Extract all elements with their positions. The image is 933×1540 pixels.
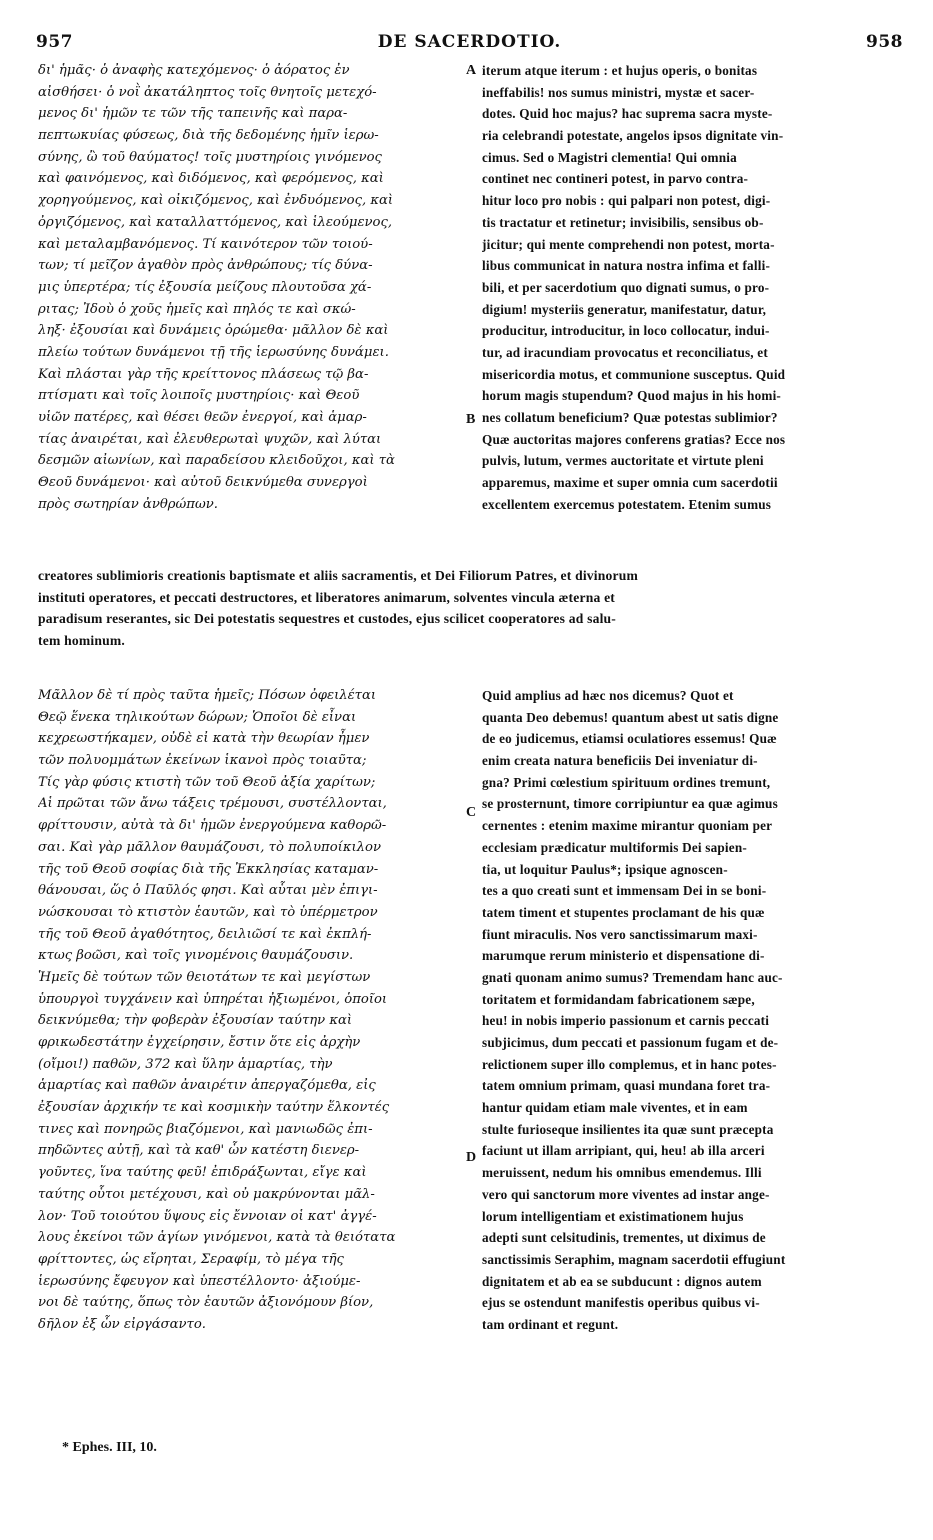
text-line: marumque rerum ministerio et dispensatione di-: [482, 948, 765, 964]
text-line: των; τί μεῖζον ἀγαθὸν πρὸς ἀνθρώπους; τίς δύνα-: [38, 258, 373, 274]
text-line: horum magis stupendum? Quod majus in his homi-: [482, 388, 782, 404]
text-line: creatores sublimioris creationis baptismate et aliis sacramentis, et Dei Filiorum Patres, et divinorum: [38, 568, 639, 583]
text-line: Quid amplius ad hæc nos dicemus? Quot et: [482, 688, 734, 703]
text-line: digium! mysteriis generatur, manifestatur, datur,: [482, 301, 767, 317]
text-line: ὀργιζόμενος, καὶ καταλλαττόμενος, καὶ ἱλεούμενος,: [38, 214, 393, 230]
page-number-right: 958: [866, 32, 903, 52]
text-line: apparemus, maxime et super omnia cum sacerdotii: [482, 475, 778, 491]
text-line: tem hominum.: [38, 633, 125, 649]
text-line: πτίσματι καὶ τοῖς λοιποῖς μυστηρίοις· καὶ Θεοῦ: [38, 388, 360, 404]
section-marker-d: D: [466, 1150, 477, 1165]
text-line: toritatem et formidandam fabricationem sæpe,: [482, 991, 755, 1007]
text-line: κτως βοῶσι, καὶ τοῖς γινομένοις θαυμάζουσιν.: [38, 948, 354, 964]
text-line: tes a quo creati sunt et immensam Dei in se boni-: [482, 883, 767, 899]
text-line: τῶν πολυομμάτων ἐκείνων ἱκανοὶ πρὸς τοιαῦτα;: [38, 753, 367, 769]
text-line: χορηγούμενος, καὶ οἰκιζόμενος, καὶ ἐνδυόμενος, καὶ: [38, 193, 394, 209]
text-line: πρὸς σωτηρίαν ἀνθρώπων.: [38, 496, 218, 512]
text-line: λους ἐκείνοι τῶν ἁγίων γινόμενοι, κατὰ τὰ θειότατα: [38, 1230, 396, 1246]
text-line: μις ὑπερτέρα; τίς ἐξουσία μείζους πλουτοῦσα χά-: [38, 279, 372, 295]
text-line: jicitur; qui mente comprehendi non potest, morta-: [482, 236, 775, 252]
text-line: hitur loco pro nobis : qui palpari non potest, digi-: [482, 193, 771, 209]
text-line: καὶ φαινόμενος, καὶ διδόμενος, καὶ φερόμενος, καὶ: [38, 171, 384, 187]
text-line: Ἡμεῖς δὲ τούτων τῶν θειοτάτων τε καὶ μεγίστων: [38, 969, 371, 985]
page-header: [36, 32, 903, 62]
text-line: dignitatem et ab ea se subducunt : dignos autem: [482, 1273, 762, 1289]
text-line: τίας ἀναιρέται, καὶ ἐλευθερωταὶ ψυχῶν, καὶ λύται: [38, 431, 382, 447]
text-line: de eo judicemus, etiamsi oculatiores essemus! Quæ: [482, 731, 777, 747]
text-line: ληξ· ἐξουσίαι καὶ δυνάμεις ὁρώμεθα· μᾶλλον δὲ καὶ: [38, 323, 389, 339]
text-line: ριτας; Ἰδοὺ ὁ χοῦς ἡμεῖς καὶ πηλός τε καὶ σκώ-: [38, 301, 356, 317]
text-line: κεχρεωστήκαμεν, οὐδὲ εἰ κατὰ τὴν θεωρίαν ἦμεν: [38, 731, 370, 747]
text-line: tis tractatur et retinetur; invisibilis, sensibus ob-: [482, 214, 764, 230]
text-line: ἱερωσύνης ἔφευγον καὶ ὑπεστέλλοντο· ἀξιούμε-: [38, 1273, 361, 1289]
text-line: subjicimus, dum peccati et passionum fugam et de-: [482, 1035, 779, 1050]
text-line: fiunt miraculis. Nos vero sanctissimarum maxi-: [482, 926, 758, 942]
text-line: ejus se ostendunt manifestis operibus quibus vi-: [482, 1295, 760, 1311]
text-line: nes collatum beneficium? Quæ potestas sublimior?: [482, 410, 778, 425]
latin-column-top: [482, 60, 894, 515]
text-line: faciunt ut illam arripiant, qui, heu! ab illa arceri: [482, 1143, 765, 1159]
text-line: ecclesiam prædicatur multiformis Dei sapien-: [482, 839, 747, 855]
greek-column-top: [38, 60, 463, 515]
text-line: ὑπουργοὶ τυγχάνειν καὶ ὑπηρέται ἠξιωμένοι, ὁποῖοι: [38, 991, 388, 1007]
text-line: continet nec contineri potest, in parvo contra-: [482, 171, 749, 187]
text-line: Θεῷ ἕνεκα τηλικούτων δώρων; Ὁποῖοι δὲ εἶναι: [38, 709, 357, 725]
latin-column-bottom: [482, 685, 894, 1336]
text-line: αἰσθήσει· ὁ νοῒ ἀκατάληπτος τοῖς θνητοῖς μετεχό-: [38, 84, 377, 100]
greek-column-bottom: [38, 685, 463, 1336]
text-line: enim creata natura beneficiis Dei inveniatur di-: [482, 753, 758, 769]
text-line: misericordia motus, et communione susceptus. Quid: [482, 366, 786, 382]
text-line: τινες καὶ πονηρῶς βιαζόμενοι, καὶ μανιωδῶς ἐπι-: [38, 1121, 373, 1137]
text-line: sanctissimis Seraphim, magnam sacerdotii effugiunt: [482, 1251, 786, 1267]
text-line: paradisum reserantes, sic Dei potestatis sequestres et custodes, ejus scilicet cooperatores ad salu-: [38, 611, 617, 627]
text-line: Μᾶλλον δὲ τί πρὸς ταῦτα ἡμεῖς; Πόσων ὀφειλέται: [38, 688, 377, 703]
text-line: relictionem super illo complemus, et in hanc potes-: [482, 1056, 777, 1072]
running-title: DE SACERDOTIO.: [377, 32, 562, 52]
text-line: νώσκουσαι τὸ κτιστὸν ἑαυτῶν, καὶ τὸ ὑπέρμετρον: [38, 904, 378, 920]
text-line: quanta Deo debemus! quantum abest ut satis digne: [482, 709, 779, 725]
text-line: μενος δι' ἡμῶν τε τῶν τῆς ταπεινῆς καὶ παρα-: [38, 106, 348, 122]
text-line: lorum intelligentiam et existimationem hujus: [482, 1208, 744, 1224]
text-line: vero qui sanctorum more viventes ad instar ange-: [482, 1186, 770, 1202]
text-line: φρίττουσιν, αὐτὰ τὰ δι' ἡμῶν ἐνεργούμενα καθορῶ-: [38, 818, 387, 834]
text-line: πεπτωκυίας φύσεως, διὰ τῆς δεδομένης ἡμῖν ἱερω-: [38, 128, 379, 144]
text-line: gna? Primi cœlestium spirituum ordines tremunt,: [482, 774, 771, 790]
text-line: δεικνύμεθα; τὴν φοβερὰν ἐξουσίαν ταύτην καὶ: [38, 1013, 353, 1029]
section-marker-b: B: [466, 412, 476, 427]
text-line: cernentes : etenim maxime mirantur quoniam per: [482, 818, 773, 834]
text-line: τῆς τοῦ Θεοῦ ἀγαθότητος, δειλιῶσί τε καὶ ἐκπλή-: [38, 926, 372, 942]
text-line: instituti operatores, et peccati destructores, et liberatores animarum, solventes vincula æterna et: [38, 589, 616, 605]
page-number-left: 957: [36, 32, 73, 52]
text-line: Αἱ πρῶται τῶν ἄνω τάξεις τρέμουσι, συστέλλονται,: [38, 796, 387, 812]
text-line: νοι δὲ ταύτης, ὅπως τὸν ἑαυτῶν ἀξιονόμουν βίον,: [38, 1295, 374, 1311]
text-line: σαι. Καὶ γὰρ μᾶλλον θαυμάζουσι, τὸ πολυποίκιλον: [38, 839, 381, 855]
text-line: ἁμαρτίας καὶ παθῶν ἀναιρέτιν ἀπεργαζόμεθα, εἰς: [38, 1078, 376, 1094]
text-line: iterum atque iterum : et hujus operis, o bonitas: [482, 63, 758, 78]
section-marker-c: C: [466, 805, 477, 820]
text-line: ria celebrandi potestate, angelos ipsos dignitate vin-: [482, 128, 784, 144]
text-line: φρικωδεστάτην ἐγχείρησιν, ἔστιν ὅτε εἰς ἀρχὴν: [38, 1035, 361, 1050]
text-line: Καὶ πλάσται γὰρ τῆς κρείττονος πλάσεως τῷ βα-: [38, 366, 369, 382]
text-line: λον· Τοῦ τοιούτου ὕψους εἰς ἔννοιαν οἱ κατ' ἀγγέ-: [38, 1208, 377, 1224]
text-line: γοῦντες, ἵνα ταύτης φεῦ! ἐπιδράξωνται, εἴγε καὶ: [38, 1165, 367, 1181]
text-line: meruissent, nedum his omnibus emendemus. Illi: [482, 1165, 762, 1181]
text-line: gnati quonam animo sumus? Tremendam hanc auc-: [482, 969, 783, 985]
text-line: Quæ auctoritas majores conferens gratias? Ecce nos: [482, 431, 786, 447]
latin-full-width-paragraph: [38, 565, 894, 652]
footnote: * Ephes. III, 10.: [62, 1440, 157, 1455]
text-line: δεσμῶν αἰωνίων, καὶ παραδείσου κλειδοῦχοι, καὶ τὰ: [38, 453, 395, 469]
text-line: tatem timent et stupentes proclamant de his quæ: [482, 904, 765, 920]
text-line: dotes. Quid hoc majus? hac suprema sacra myste-: [482, 106, 773, 122]
text-line: σύνης, ὢ τοῦ θαύματος! τοῖς μυστηρίοις γινόμενος: [38, 149, 382, 165]
text-line: δι' ἡμᾶς· ὁ ἀναφὴς κατεχόμενος· ὁ ἀόρατος ἐν: [38, 63, 350, 78]
text-line: ταύτης οὗτοι μετέχουσι, καὶ οὐ μακρύνονται μᾶλ-: [38, 1186, 375, 1202]
text-line: producitur, introducitur, in loco collocatur, indui-: [482, 323, 770, 339]
text-line: tur, ad iracundiam provocatus et reconciliatus, et: [482, 344, 768, 360]
text-line: Τίς γὰρ φύσις κτιστὴ τῶν τοῦ Θεοῦ ἀξία χαρίτων;: [38, 774, 376, 790]
text-line: tam ordinant et regunt.: [482, 1316, 619, 1332]
text-line: libus communicat in natura nostra infima et falli-: [482, 258, 771, 274]
text-line: δῆλον ἐξ ὧν εἰργάσαντο.: [38, 1316, 206, 1332]
text-line: Θεοῦ δυνάμενοι· καὶ αὐτοῦ δεικνύμεθα συνεργοὶ: [38, 475, 368, 491]
text-line: pulvis, lutum, vermes auctoritate et virtute pleni: [482, 453, 764, 469]
text-line: tatem omnium primam, quasi mundana foret tra-: [482, 1078, 771, 1094]
text-line: πλείω τούτων δυνάμενοι τῇ τῆς ἱερωσύνης δυνάμει.: [38, 344, 389, 360]
text-line: θάνουσαι, ὥς ὁ Παῦλός φησι. Καὶ αὗται μὲν ἐπιγι-: [38, 883, 378, 899]
text-line: ἐξουσίαν ἀρχικήν τε καὶ κοσμικὴν ταύτην ἕλκοντές: [38, 1100, 390, 1116]
text-line: καὶ μεταλαμβανόμενος. Τί καινότερον τῶν τοιού-: [38, 236, 373, 252]
text-line: υἱῶν πατέρες, καὶ θέσει θεῶν ἐνεργοί, καὶ ἁμαρ-: [38, 410, 367, 425]
text-line: bili, et per sacerdotium quo dignati sumus, o pro-: [482, 279, 770, 295]
text-line: stulte furioseque insilientes ita quæ sunt præcepta: [482, 1121, 774, 1137]
text-line: πηδῶντες αὐτῇ, καὶ τὰ καθ' ὧν κατέστη διενερ-: [38, 1143, 360, 1159]
text-line: heu! in nobis imperio passionum et carnis peccati: [482, 1013, 770, 1029]
text-line: hantur quidam etiam male viventes, et in eam: [482, 1100, 748, 1116]
text-line: cimus. Sed o Magistri clementia! Qui omnia: [482, 149, 737, 165]
text-line: excellentem exercemus potestatem. Etenim sumus: [482, 496, 772, 512]
text-line: se prosternunt, timore corripiuntur ea quæ agimus: [482, 796, 778, 812]
text-line: tia, ut loquitur Paulus*; ipsique agnoscen-: [482, 861, 728, 877]
text-line: τῆς τοῦ Θεοῦ σοφίας διὰ τῆς Ἐκκλησίας καταμαν-: [38, 861, 379, 877]
text-line: adepti sunt celsitudinis, trementes, ut diximus de: [482, 1230, 766, 1246]
section-marker-a: A: [466, 63, 477, 78]
text-line: φρίττοντες, ὡς εἴρηται, Σεραφίμ, τὸ μέγα τῆς: [38, 1251, 344, 1267]
text-line: ineffabilis! nos sumus ministri, mystæ et sacer-: [482, 84, 755, 100]
text-line: (οἴμοι!) παθῶν, 372 καὶ ὕλην ἁμαρτίας, τὴν: [38, 1056, 333, 1072]
